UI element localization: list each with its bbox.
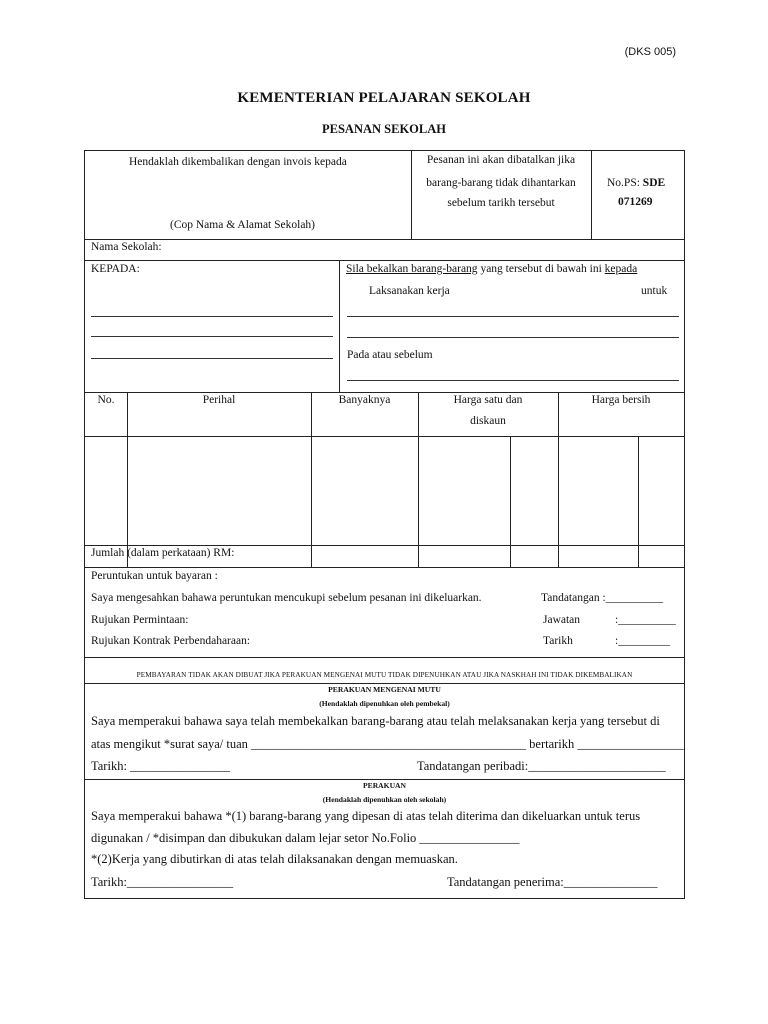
header-divider-2 <box>591 151 592 239</box>
col-banyaknya: Banyaknya <box>338 394 391 406</box>
rule <box>85 657 684 658</box>
receipt-line-3: *(2)Kerja yang dibutirkan di atas telah dilaksanakan dengan memuaskan. <box>91 852 458 866</box>
order-label: No.PS: <box>607 177 640 189</box>
quality-signature: Tandatangan peribadi:______________________ <box>417 759 666 773</box>
position-label: Jawatan <box>543 614 581 626</box>
work-suffix: untuk <box>641 285 668 297</box>
payment-notice: PEMBAYARAN TIDAK AKAN DIBUAT JIKA PERAKUAN MENGENAI MUTU TIDAK DIPENUHKAN ATAU JIKA NASKHAH INI TIDAK DIKEMBALIKAN <box>136 671 633 679</box>
receipt-signature: Tandatangan penerima:_______________ <box>447 875 658 889</box>
supply-instruction-c: kepada <box>604 263 638 275</box>
col-divider-harga-satu <box>558 392 559 567</box>
receipt-line-2: digunakan / *disimpan dan dibukukan dalam lejar setor No.Folio ________________ <box>91 831 520 845</box>
supply-line-1[interactable] <box>347 316 679 317</box>
document-code: (DKS 005) <box>624 46 676 58</box>
kepada-divider <box>339 260 340 392</box>
jumlah-label: Jumlah (dalam perkataan) RM: <box>91 547 235 559</box>
stamp-note: (Cop Nama & Alamat Sekolah) <box>170 219 315 231</box>
ministry-title: KEMENTERIAN PELAJARAN SEKOLAH <box>237 90 531 106</box>
work-label: Laksanakan kerja <box>369 285 450 297</box>
supply-instruction-b: yang tersebut di bawah ini <box>480 263 602 275</box>
kepada-line-3[interactable] <box>91 358 333 359</box>
quality-date: Tarikh: ________________ <box>91 759 231 773</box>
col-harga-satu-1: Harga satu dan <box>453 394 523 406</box>
kepada-line-2[interactable] <box>91 336 333 337</box>
return-note: Hendaklah dikembalikan dengan invois kepada <box>129 156 347 168</box>
rule <box>85 567 684 568</box>
cancel-note-line2: barang-barang tidak dihantarkan <box>426 177 576 189</box>
allocation-date-label: Tarikh <box>543 635 573 647</box>
rule <box>85 683 684 684</box>
receipt-subtitle: (Hendaklah dipenuhkan oleh sekolah) <box>322 795 447 804</box>
position-blank: :__________ <box>615 614 676 626</box>
rule <box>85 436 684 437</box>
form-subtitle: PESANAN SEKOLAH <box>322 122 446 136</box>
allocation-date-blank: :_________ <box>615 635 670 647</box>
receipt-title: PERAKUAN <box>362 781 407 790</box>
supply-instruction <box>346 263 637 275</box>
rule <box>85 545 684 546</box>
col-perihal: Perihal <box>202 394 236 406</box>
allocation-statement: Saya mengesahkan bahawa peruntukan mencukupi sebelum pesanan ini dikeluarkan. <box>91 592 482 604</box>
rule <box>85 260 684 261</box>
rule <box>85 392 684 393</box>
contract-ref-label: Rujukan Kontrak Perbendaharaan: <box>91 635 251 647</box>
col-harga-bersih: Harga bersih <box>591 394 651 406</box>
kepada-label: KEPADA: <box>91 263 140 275</box>
before-date-line[interactable] <box>347 380 679 381</box>
before-label: Pada atau sebelum <box>347 349 433 361</box>
order-number-field <box>607 177 665 189</box>
order-form <box>84 150 685 899</box>
cancel-note-line1: Pesanan ini akan dibatalkan jika <box>426 154 576 166</box>
supply-instruction-a: Sila bekalkan barang-barang <box>346 263 478 275</box>
receipt-date: Tarikh:_________________ <box>91 875 234 889</box>
supply-line-2[interactable] <box>347 337 679 338</box>
rule <box>85 779 684 780</box>
sub-divider-harga-satu <box>510 436 511 567</box>
kepada-line-1[interactable] <box>91 316 333 317</box>
col-divider-no <box>127 392 128 567</box>
cancel-note-line3: sebelum tarikh tersebut <box>447 197 555 209</box>
col-no: No. <box>97 394 115 406</box>
col-harga-satu-2: diskaun <box>470 415 506 427</box>
order-number: 071269 <box>618 196 653 208</box>
rule <box>85 239 684 240</box>
request-ref-label: Rujukan Permintaan: <box>91 614 189 626</box>
quality-line-1: Saya memperakui bahawa saya telah membekalkan barang-barang atau telah melaksanakan kerja yang tersebut di <box>91 714 660 728</box>
quality-line-2: atas mengikut *surat saya/ tuan ____________________________________________ bertarikh _________________ <box>91 737 684 751</box>
receipt-line-1: Saya memperakui bahawa *(1) barang-barang yang dipesan di atas telah diterima dan dikeluarkan untuk terus <box>91 809 641 823</box>
col-divider-perihal <box>311 392 312 567</box>
school-name-label: Nama Sekolah: <box>91 241 162 253</box>
allocation-signature: Tandatangan :__________ <box>541 592 664 604</box>
order-prefix: SDE <box>642 177 666 189</box>
sub-divider-harga-bersih <box>638 436 639 567</box>
quality-subtitle: (Hendaklah dipenuhkan oleh pembekal) <box>319 699 450 708</box>
quality-title: PERAKUAN MENGENAI MUTU <box>328 685 441 694</box>
allocation-title: Peruntukan untuk bayaran : <box>91 570 218 582</box>
